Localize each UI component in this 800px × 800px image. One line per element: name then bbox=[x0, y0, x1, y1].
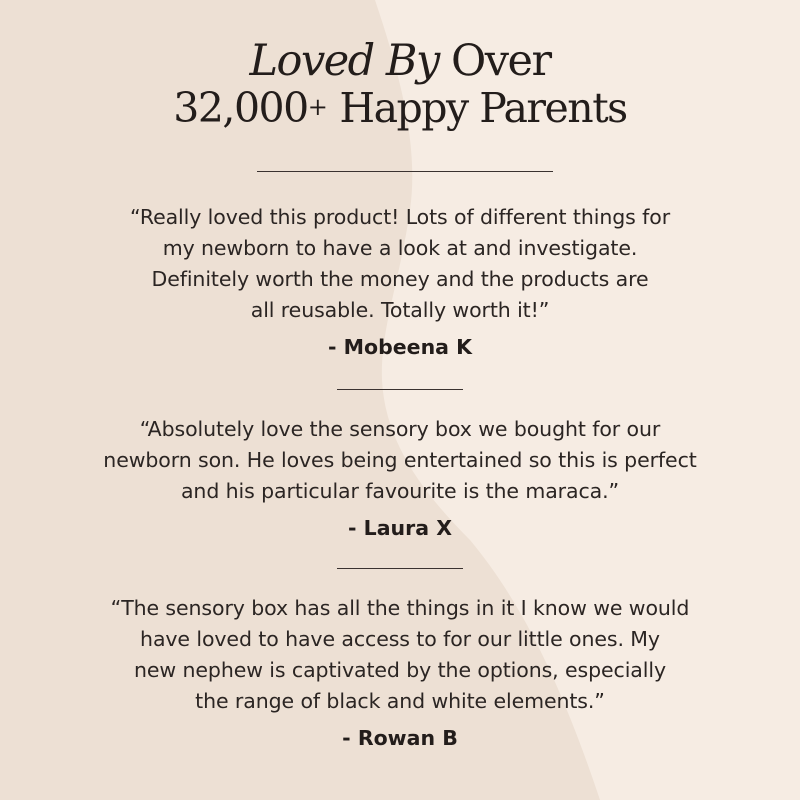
divider bbox=[337, 389, 463, 390]
review-quote: “The sensory box has all the things in it I know we would have loved to have access to for our little ones. My new nephew is captivated by the options, especially the range of black and white elements.” bbox=[110, 596, 690, 713]
review-2 bbox=[40, 414, 760, 544]
review-quote: “Really loved this product! Lots of different things for my newborn to have a look at and investigate. Definitely worth the money and the products are all reusable. Totally worth it!” bbox=[129, 205, 671, 322]
divider bbox=[337, 568, 463, 569]
headline-tail: Happy Parents bbox=[327, 84, 627, 132]
headline-over: Over bbox=[438, 36, 551, 86]
review-1 bbox=[40, 202, 760, 363]
review-author: - Laura X bbox=[347, 516, 453, 540]
headline-line-1 bbox=[0, 36, 800, 86]
headline-italic: Loved By bbox=[249, 36, 439, 86]
review-author: - Rowan B bbox=[342, 726, 458, 750]
review-author: - Mobeena K bbox=[327, 335, 473, 359]
divider-top bbox=[257, 171, 553, 172]
review-3 bbox=[40, 593, 760, 754]
headline-count: 32,000 bbox=[173, 84, 308, 132]
review-quote: “Absolutely love the sensory box we bought for our newborn son. He loves being entertained so this is perfect and his particular favourite is the maraca.” bbox=[103, 417, 697, 503]
headline-line-2 bbox=[0, 84, 800, 132]
headline-plus: + bbox=[307, 93, 328, 121]
